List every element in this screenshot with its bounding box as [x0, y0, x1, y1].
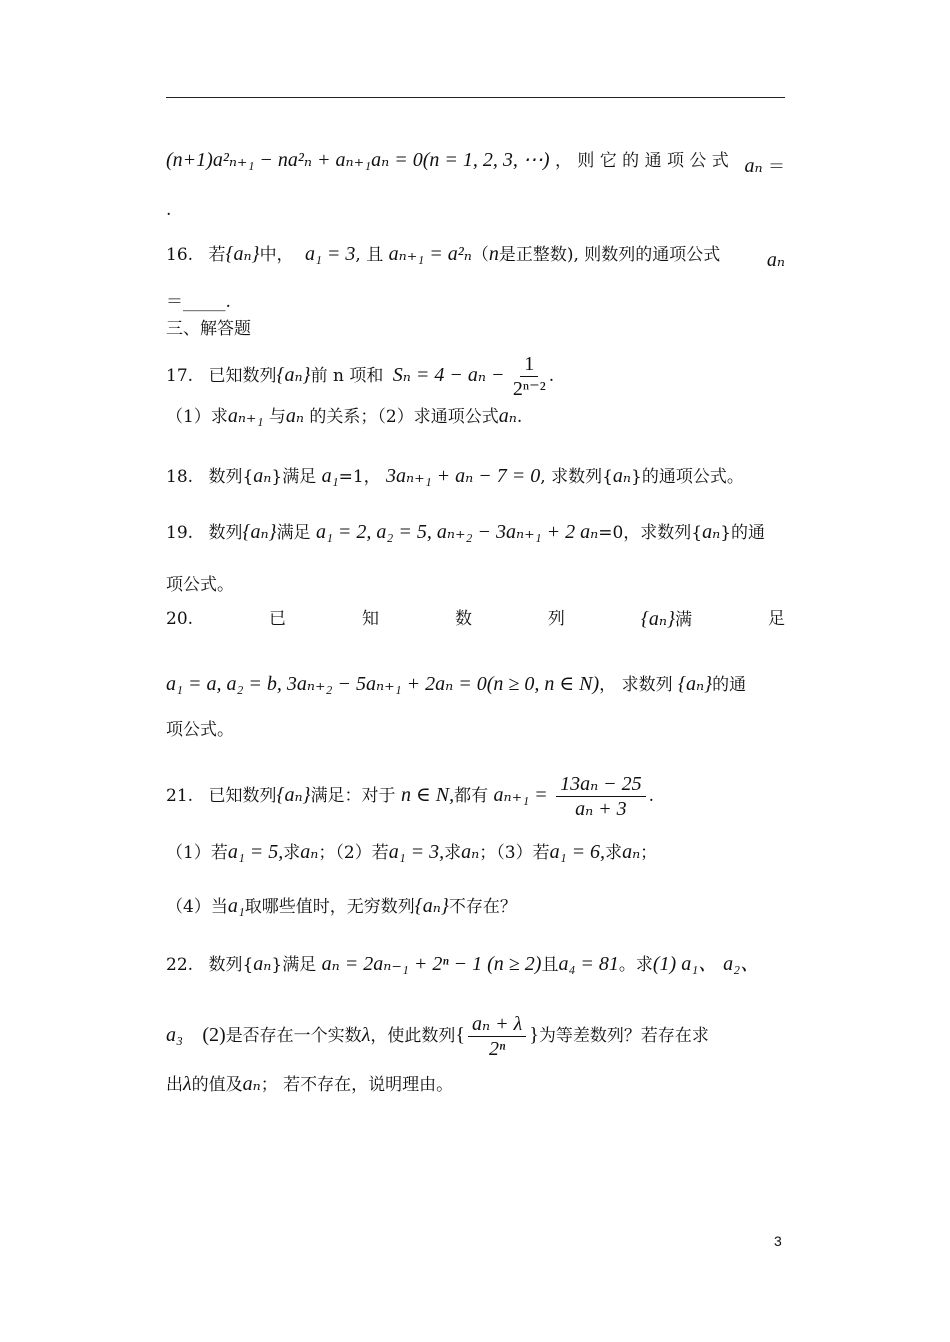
- problem-number: 19.: [166, 523, 194, 543]
- problem-22-cont: a₃ (2)是否存在一个实数λ，使此数列{ $\frac{\text{aₙ + λ}}{\text{2ⁿ}}$ }为等差数列？若存在求: [166, 1013, 709, 1060]
- math-an: aₙ: [744, 155, 763, 177]
- problem-17-parts: （1）求aₙ₊₁ 与aₙ 的关系；（2）求通项公式aₙ.: [166, 405, 523, 427]
- problem-number: 22.: [166, 955, 194, 975]
- problem-21-parts: （1）若a₁ = 5,求aₙ；（2）若a₁ = 3,求aₙ；（3）若a₁ = 6,求aₙ；: [166, 841, 658, 863]
- problem-22: 22. 数列{aₙ}满足 aₙ = 2aₙ₋₁ + 2ⁿ − 1 (n ≥ 2)且a₄ = 81。求(1) a₁、 a₂、: [166, 953, 761, 975]
- problem-17: 17. 已知数列{aₙ}前 n 项和 Sₙ = 4 − aₙ − $\frac{1}{\text{2ⁿ⁻²}}$ .: [166, 353, 555, 400]
- page-number: 3: [774, 1233, 782, 1249]
- header-rule: [166, 97, 785, 98]
- problem-number: 18.: [166, 467, 194, 487]
- problem-18: 18. 数列{aₙ}满足 a₁=1， 3aₙ₊₁ + aₙ − 7 = 0, 求数列{aₙ}的通项公式。: [166, 465, 744, 487]
- problem-19: 19. 数列{aₙ}满足 a₁ = 2, a₂ = 5, aₙ₊₂ − 3aₙ₊₁ + 2 aₙ=0，求数列{aₙ}的通: [166, 521, 766, 543]
- problem-16-answer-blank: ＝_____.: [166, 292, 231, 312]
- problem-21: 21. 已知数列{aₙ}满足：对于 n ∈ N,都有 aₙ₊₁ = $\frac{\text{13aₙ − 25}}{\text{aₙ + 3}}$ .: [166, 773, 655, 820]
- blank-line: .: [166, 200, 172, 220]
- problem-21-part4: （4）当a₁取哪些值时，无穷数列{aₙ}不存在？: [166, 895, 517, 917]
- problem-number: 21.: [166, 786, 194, 806]
- problem-16: 16. 若{aₙ}中， a₁ = 3, 且 aₙ₊₁ = a²ₙ（n是正整数), 则数列的通项公式 aₙ: [166, 243, 785, 271]
- section-heading: 三、解答题: [166, 319, 251, 339]
- text: ＝: [768, 157, 785, 177]
- text: ， 则 它 的 通 项 公 式: [554, 151, 729, 171]
- problem-20-cont2: 项公式。: [166, 720, 234, 740]
- problem-20-cont: a₁ = a, a₂ = b, 3aₙ₊₂ − 5aₙ₊₁ + 2aₙ = 0(n ≥ 0, n ∈ N)， 求数列 {aₙ}的通: [166, 673, 747, 695]
- fraction: $\frac{\text{13aₙ − 25}}{\text{aₙ + 3}}$: [556, 772, 646, 821]
- problem-20: 20. 已 知 数 列 {aₙ}满 足: [166, 605, 785, 634]
- problem-number: 17.: [166, 366, 194, 386]
- problem-number: 16.: [166, 245, 194, 265]
- fraction: $\frac{\text{aₙ + λ}}{\text{2ⁿ}}$: [468, 1012, 526, 1061]
- problem-22-cont2: 出λ的值及aₙ； 若不存在，说明理由。: [166, 1073, 454, 1095]
- problem-number: 20.: [166, 609, 194, 629]
- problem-19-cont: 项公式。: [166, 575, 234, 595]
- recurrence-equation: (n+1)a²ₙ₊₁ − na²ₙ + aₙ₊₁aₙ = 0(n = 1, 2, 3, ⋯): [166, 149, 550, 171]
- continued-equation-line: [166, 146, 785, 175]
- fraction: $\frac{1}{\text{2ⁿ⁻²}}$: [512, 353, 546, 400]
